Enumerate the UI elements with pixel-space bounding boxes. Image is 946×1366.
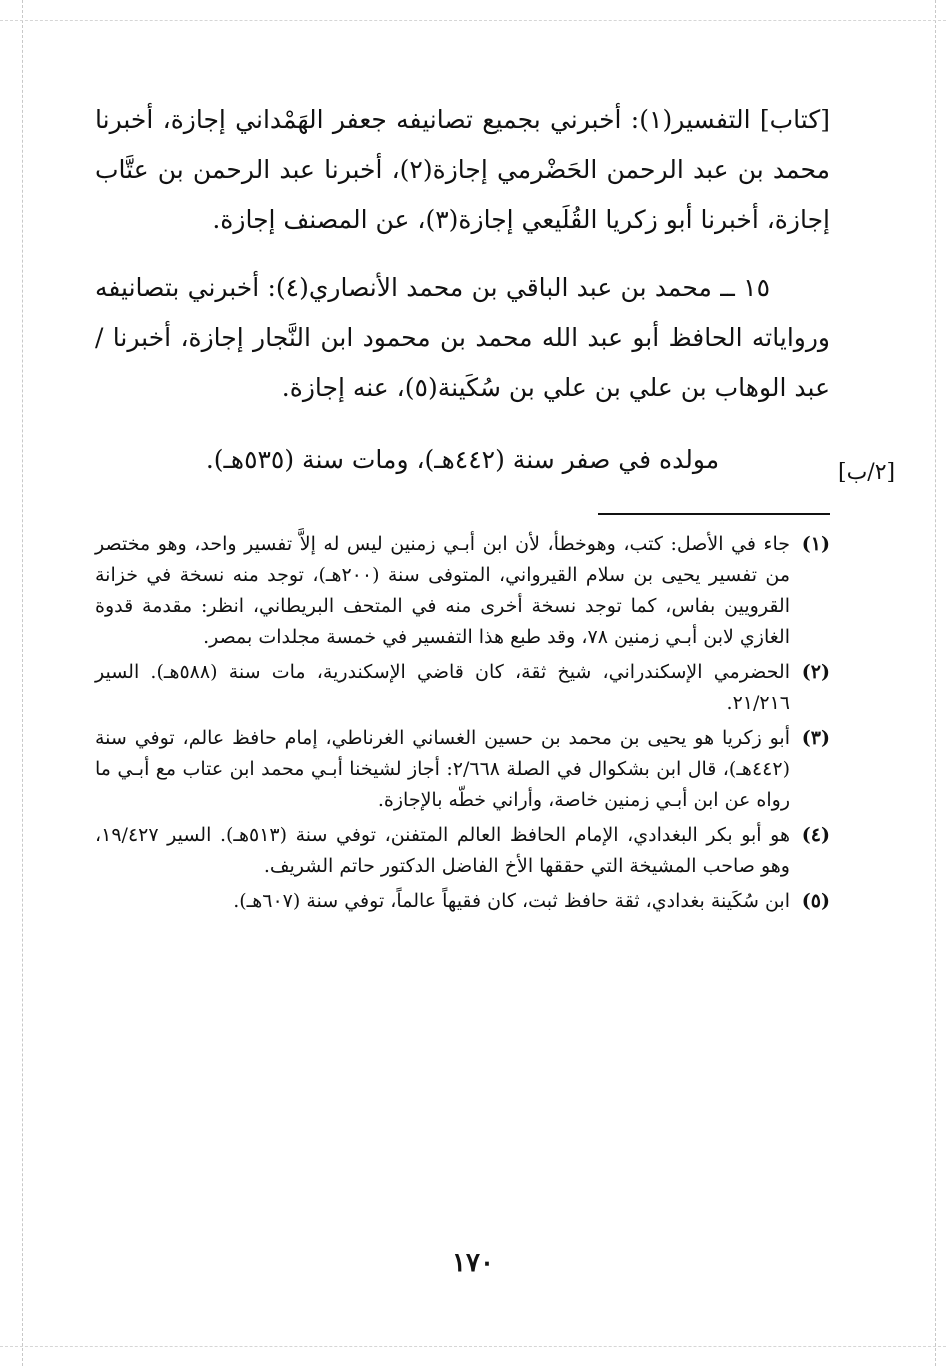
footnote-separator (598, 513, 830, 515)
paragraph-tafsir: [كتاب] التفسير(١): أخبرني بجميع تصانيفه جعفر الهَمْداني إجازة، أخبرنا محمد بن عبد الرحمن الحَضْرمي إجازة(٢)، أخبرنا عبد الرحمن بن عتَّاب إجازة، أخبرنا أبو زكريا القُلَيعي إجازة(٣)، عن المصنف إجازة. (95, 105, 830, 234)
footnote (95, 657, 830, 719)
footnote (95, 820, 830, 882)
margin-folio-note: [٢/ب] (838, 460, 896, 485)
footnote-number: (٤) (801, 824, 830, 846)
footnote-number: (٢) (801, 661, 830, 683)
footnote (95, 886, 830, 917)
footnote-number: (٣) (801, 727, 830, 749)
footnote (95, 529, 830, 653)
footnote-text: جاء في الأصل: كتب، وهوخطأ، لأن ابن أبـي زمنين ليس له إلاَّ تفسير واحد، وهو مختصر من تفسير يحيى بن سلام القيرواني، المتوفى سنة (٢٠٠هـ)، توجد منه نسخة في خزانة القرويين بفاس، كما توجد نسخة أخرى منه في المتحف البريطاني، انظر: مقدمة قدوة الغازي لابن أبـي زمنين ٧٨، وقد طبع هذا التفسير في خمسة مجلدات بمصر. (95, 533, 790, 648)
page-body (95, 95, 830, 921)
footnote-number: (١) (801, 533, 830, 555)
footnote-text: الحضرمي الإسكندراني، شيخ ثقة، كان قاضي الإسكندرية، مات سنة (٥٨٨هـ). السير ٢١/٢١٦. (95, 661, 790, 714)
footnote-text: ابن سُكَينة بغدادي، ثقة حافظ ثبت، كان فقيهاً عالماً، توفي سنة (٦٠٧هـ). (233, 890, 790, 912)
guide-line-left (22, 0, 23, 1366)
footnote-number: (٥) (801, 890, 830, 912)
footnote-text: أبو زكريا هو يحيى بن محمد بن حسين الغساني الغرناطي، إمام حافظ عالم، توفي سنة (٤٤٢هـ)، قال ابن بشكوال في الصلة ٢/٦٦٨: أجاز لشيخنا أبـي محمد ابن عتاب مع أبـي ما رواه عن ابن أبـي زمنين خاصة، وأراني خطّه بالإجازة. (95, 727, 790, 811)
footnote (95, 723, 830, 816)
guide-line-bottom (0, 1346, 946, 1347)
birth-death-line: مولده في صفر سنة (٤٤٢هـ)، ومات سنة (٥٣٥هـ). (205, 445, 720, 474)
footnote-text: هو أبو بكر البغدادي، الإمام الحافظ العالم المتفنن، توفي سنة (٥١٣هـ). السير ١٩/٤٢٧، وهو صاحب المشيخة التي حققها الأخ الفاضل الدكتور حاتم الشريف. (95, 824, 790, 877)
footnotes (95, 529, 830, 917)
paragraph-entry-15: ١٥ ــ محمد بن عبد الباقي بن محمد الأنصاري(٤): أخبرني بتصانيفه ورواياته الحافظ أبو عبد الله محمد بن محمود ابن النَّجار إجازة، أخبرنا / عبد الوهاب بن علي بن علي بن سُكَينة(٥)، عنه إجازة. (95, 273, 830, 402)
guide-line-right (935, 0, 936, 1366)
page-number: ١٧٠ (452, 1248, 494, 1278)
guide-line-top (0, 20, 946, 21)
